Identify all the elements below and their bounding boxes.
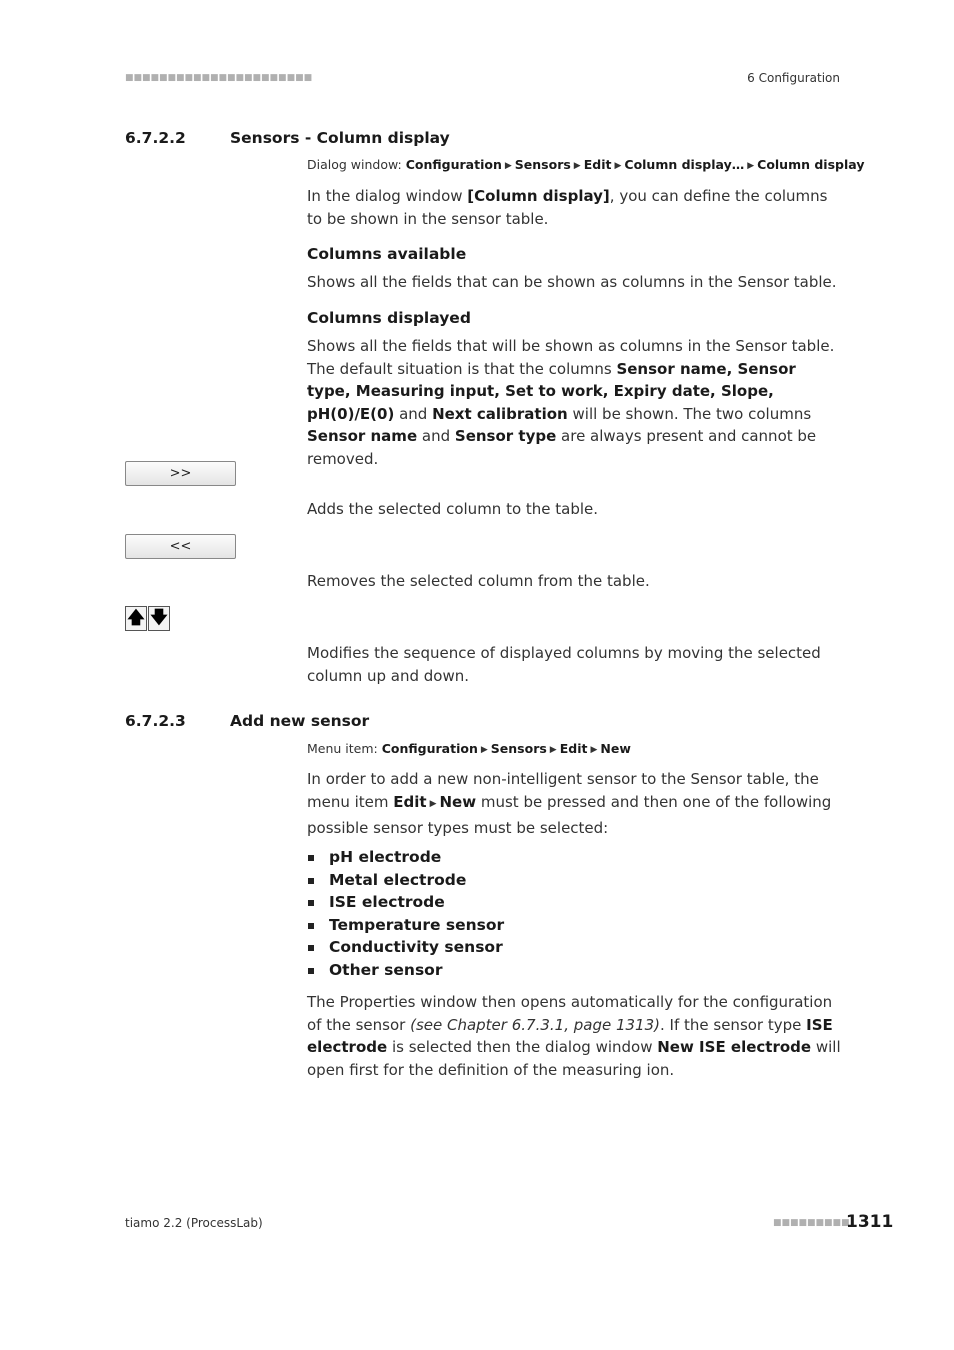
path-step: Sensors xyxy=(490,741,547,756)
path-prefix: Menu item: xyxy=(307,741,378,756)
path-step: Column display xyxy=(757,157,865,172)
text: are always present and cannot be removed. xyxy=(307,427,817,468)
columns-displayed-text xyxy=(307,335,841,470)
move-buttons xyxy=(125,606,171,631)
path-prefix: Dialog window: xyxy=(307,157,402,172)
page-number: 1311 xyxy=(846,1212,894,1232)
text: . If the sensor type xyxy=(660,1015,807,1034)
columns-available-text: Shows all the fields that can be shown as columns in the Sensor table. xyxy=(307,273,837,291)
text: and xyxy=(417,427,455,445)
text-bold: Sensor type xyxy=(454,427,557,445)
text-bold: New xyxy=(439,793,477,811)
text-bold: ISE electrode xyxy=(307,1015,833,1056)
path-step: Configuration xyxy=(381,741,478,756)
list-item: Other sensor xyxy=(307,959,504,982)
triangle-right-icon: ▶ xyxy=(747,161,755,171)
intro-paragraph xyxy=(307,185,841,230)
text: In the dialog window xyxy=(307,187,468,205)
list-item: pH electrode xyxy=(307,846,504,869)
path-step: Column display… xyxy=(624,157,745,172)
text: will be shown. The two columns xyxy=(567,404,812,423)
add-column-text: Adds the selected column to the table. xyxy=(307,500,599,518)
path-step: Sensors xyxy=(514,157,571,172)
text: Shows all the fields that will be shown as columns in the Sensor table. The default situation is that the columns xyxy=(307,337,835,378)
list-item: Temperature sensor xyxy=(307,914,504,937)
list-item: ISE electrode xyxy=(307,891,504,914)
triangle-right-icon: ▶ xyxy=(480,745,488,755)
text: The Properties window then opens automatically for the configuration of the sensor xyxy=(307,993,833,1034)
arrow-down-icon[interactable]: 🡇 xyxy=(148,606,170,631)
text-bold: [Column display] xyxy=(467,187,610,205)
section-number: 6.7.2.2 xyxy=(125,129,186,147)
triangle-right-icon: ▶ xyxy=(573,161,581,171)
chapter-reference: (see Chapter 6.7.3.1, page 1313) xyxy=(410,1015,660,1034)
menu-path xyxy=(307,741,631,756)
footer-product: tiamo 2.2 (ProcessLab) xyxy=(125,1216,263,1230)
arrow-up-icon[interactable]: 🡅 xyxy=(125,606,147,631)
text: In order to add a new non-intelligent sensor to the Sensor table, the menu item xyxy=(307,770,819,811)
text: and xyxy=(394,404,433,423)
section-title: Sensors - Column display xyxy=(230,129,450,147)
footer-decoration: ■■■■■■■■■ xyxy=(773,1218,850,1228)
list-item: Metal electrode xyxy=(307,869,504,892)
properties-paragraph xyxy=(307,991,841,1081)
text: will open first for the definition of the measuring ion. xyxy=(307,1038,841,1079)
list-item: Conductivity sensor xyxy=(307,936,504,959)
remove-column-button[interactable]: << xyxy=(125,534,236,559)
sensor-type-list xyxy=(307,846,504,981)
subheading-columns-available: Columns available xyxy=(307,245,467,263)
add-sensor-intro xyxy=(307,768,841,840)
triangle-right-icon: ▶ xyxy=(549,745,557,755)
triangle-right-icon: ▶ xyxy=(590,745,598,755)
running-header-chapter: 6 Configuration xyxy=(747,71,840,85)
text: must be pressed and then one of the following possible sensor types must be selected: xyxy=(307,793,832,837)
path-step: Edit xyxy=(559,741,588,756)
move-column-text: Modifies the sequence of displayed columns by moving the selected column up and down. xyxy=(307,644,821,685)
text-bold: New ISE electrode xyxy=(657,1038,812,1056)
text-bold: Next calibration xyxy=(432,404,568,423)
path-step: Configuration xyxy=(405,157,502,172)
triangle-right-icon: ▶ xyxy=(504,161,512,171)
dialog-path xyxy=(307,157,864,172)
remove-column-text: Removes the selected column from the table. xyxy=(307,572,650,590)
section-number: 6.7.2.3 xyxy=(125,712,186,730)
path-step: New xyxy=(600,741,631,756)
text-bold: Edit xyxy=(393,793,427,811)
triangle-right-icon: ▶ xyxy=(429,799,437,809)
section-title: Add new sensor xyxy=(230,712,370,730)
path-step: Edit xyxy=(583,157,612,172)
add-column-button[interactable]: >> xyxy=(125,461,236,486)
text-bold: Sensor name, Sensor type, Measuring input, Set to work, Expiry date, Slope, pH(0)/E(0) xyxy=(307,359,796,423)
triangle-right-icon: ▶ xyxy=(614,161,622,171)
subheading-columns-displayed: Columns displayed xyxy=(307,309,471,327)
text-bold: Sensor name xyxy=(307,427,418,445)
text: , you can define the columns to be shown in the sensor table. xyxy=(307,187,828,228)
text: is selected then the dialog window xyxy=(387,1038,658,1056)
header-decoration: ■■■■■■■■■■■■■■■■■■■■■■ xyxy=(125,73,313,83)
